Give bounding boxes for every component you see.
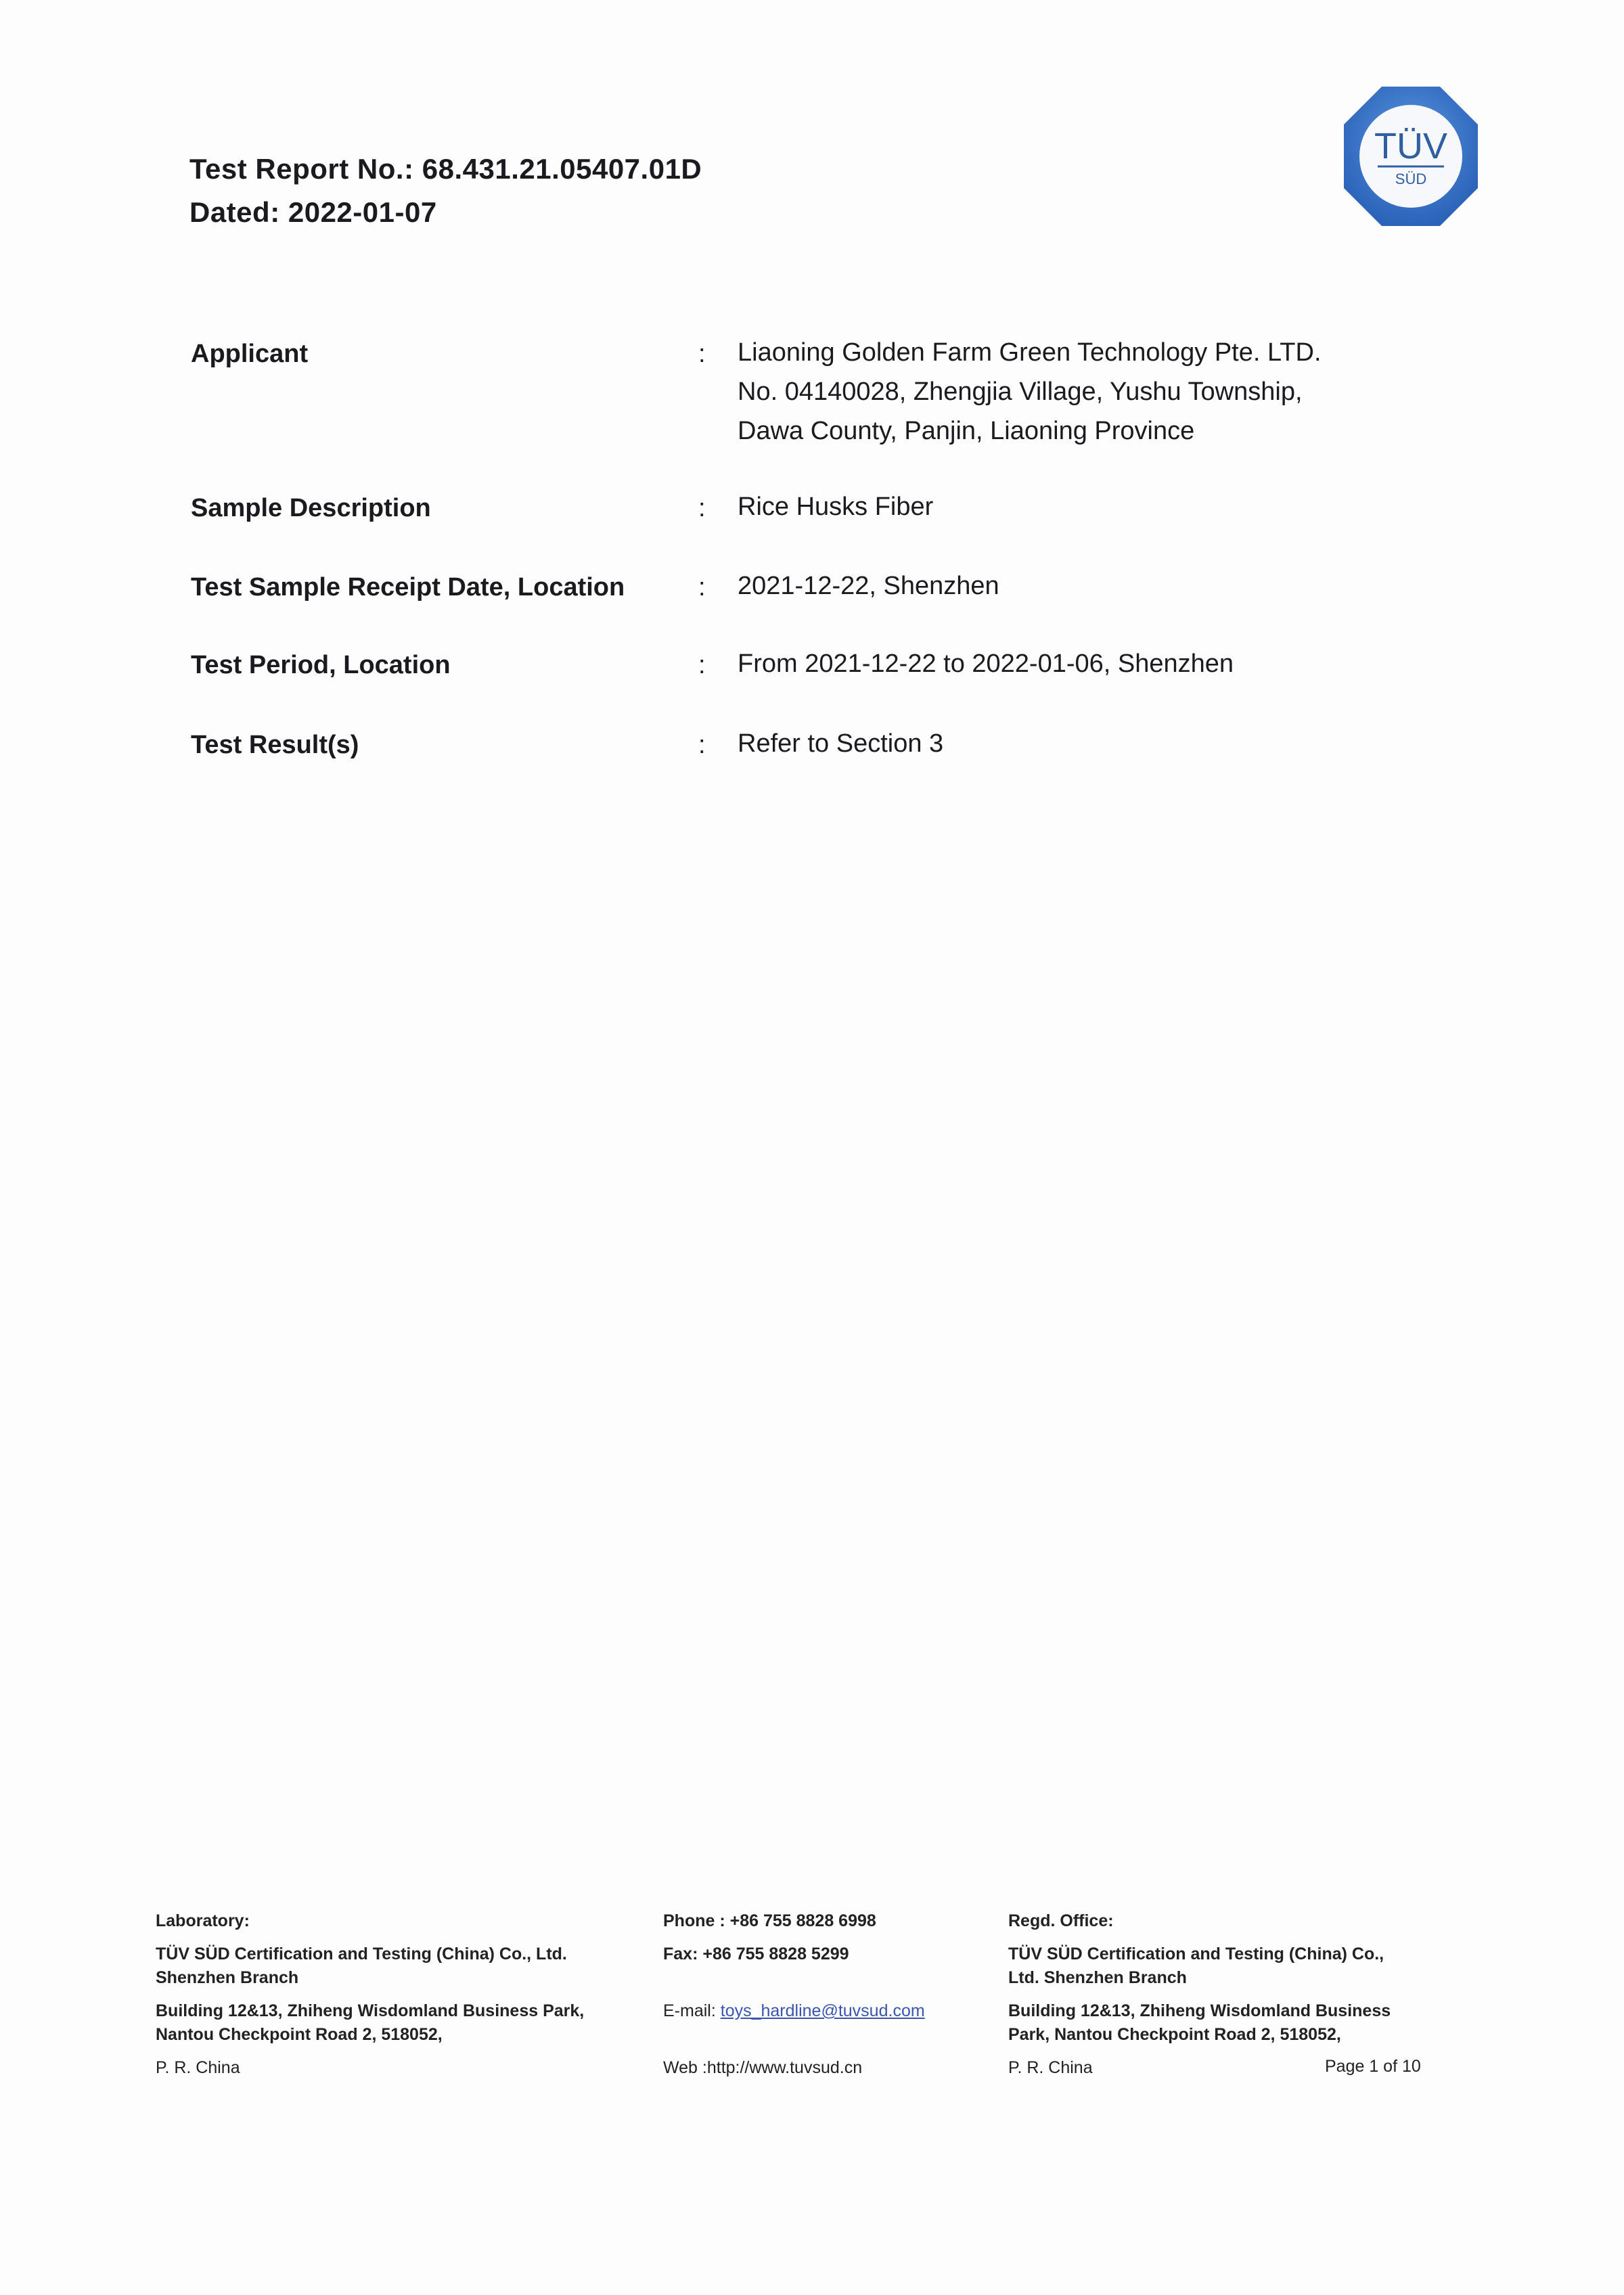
tuv-sud-logo-icon <box>1340 83 1482 230</box>
report-number-line <box>189 147 702 191</box>
contact-email-label: E-mail: <box>663 2001 716 2020</box>
laboratory-company: TÜV SÜD Certification and Testing (China) Co., Ltd. <box>156 1945 567 1963</box>
report-number-label: Test Report No.: <box>189 153 414 185</box>
test-results: Refer to Section 3 <box>738 729 944 758</box>
info-separator: : <box>698 340 706 368</box>
info-value <box>738 487 933 526</box>
logo-text-bottom: SÜD <box>1395 171 1427 187</box>
office-address-line2: Park, Nantou Checkpoint Road 2, 518052, <box>1008 2025 1341 2044</box>
report-number: 68.431.21.05407.01D <box>422 153 702 185</box>
contact-email-line <box>663 1999 988 2023</box>
applicant-name: Liaoning Golden Farm Green Technology Pte. LTD. <box>738 338 1322 367</box>
laboratory-address-line2: Nantou Checkpoint Road 2, 518052, <box>156 2025 443 2044</box>
footer-registered-office <box>1008 1909 1455 2080</box>
info-value <box>738 644 1234 683</box>
contact-phone: Phone : +86 755 8828 6998 <box>663 1911 876 1930</box>
test-period-location: From 2021-12-22 to 2022-01-06, Shenzhen <box>738 650 1234 678</box>
office-heading: Regd. Office: <box>1008 1911 1114 1930</box>
footer-laboratory <box>156 1909 643 2080</box>
contact-email-link[interactable]: toys_hardline@tuvsud.com <box>720 2001 925 2020</box>
info-value <box>738 724 943 763</box>
office-address-line1: Building 12&13, Zhiheng Wisdomland Business <box>1008 2001 1391 2020</box>
info-label: Test Sample Receipt Date, Location <box>191 573 625 601</box>
office-company-line2: Ltd. Shenzhen Branch <box>1008 1968 1187 1987</box>
laboratory-country: P. R. China <box>156 2058 240 2077</box>
report-date-line <box>189 191 702 234</box>
info-separator: : <box>698 573 706 601</box>
logo-text-top: TÜV <box>1374 126 1447 166</box>
report-header <box>189 147 702 234</box>
sample-description: Rice Husks Fiber <box>738 493 934 521</box>
info-label: Sample Description <box>191 494 431 522</box>
info-separator: : <box>698 494 706 522</box>
info-value <box>738 333 1322 451</box>
report-date: 2022-01-07 <box>288 196 437 228</box>
contact-fax: Fax: +86 755 8828 5299 <box>663 1945 849 1963</box>
info-label: Test Period, Location <box>191 651 451 679</box>
info-separator: : <box>698 651 706 679</box>
laboratory-branch: Shenzhen Branch <box>156 1968 299 1987</box>
info-separator: : <box>698 731 706 759</box>
applicant-address-line1: No. 04140028, Zhengjia Village, Yushu Township, <box>738 378 1303 406</box>
footer-contact <box>663 1909 988 2080</box>
tuv-sud-logo <box>1340 83 1482 230</box>
receipt-date-location: 2021-12-22, Shenzhen <box>738 572 999 600</box>
contact-web[interactable]: Web :http://www.tuvsud.cn <box>663 2058 863 2077</box>
info-label: Applicant <box>191 340 309 368</box>
laboratory-address-line1: Building 12&13, Zhiheng Wisdomland Business Park, <box>156 2001 585 2020</box>
page-number: Page 1 of 10 <box>1325 2057 1421 2076</box>
office-company-line1: TÜV SÜD Certification and Testing (China) Co., <box>1008 1945 1384 1963</box>
laboratory-heading: Laboratory: <box>156 1911 250 1930</box>
office-country: P. R. China <box>1008 2058 1093 2077</box>
applicant-address-line2: Dawa County, Panjin, Liaoning Province <box>738 417 1195 445</box>
info-value <box>738 566 999 606</box>
info-label: Test Result(s) <box>191 731 359 759</box>
report-date-label: Dated: <box>189 196 280 228</box>
